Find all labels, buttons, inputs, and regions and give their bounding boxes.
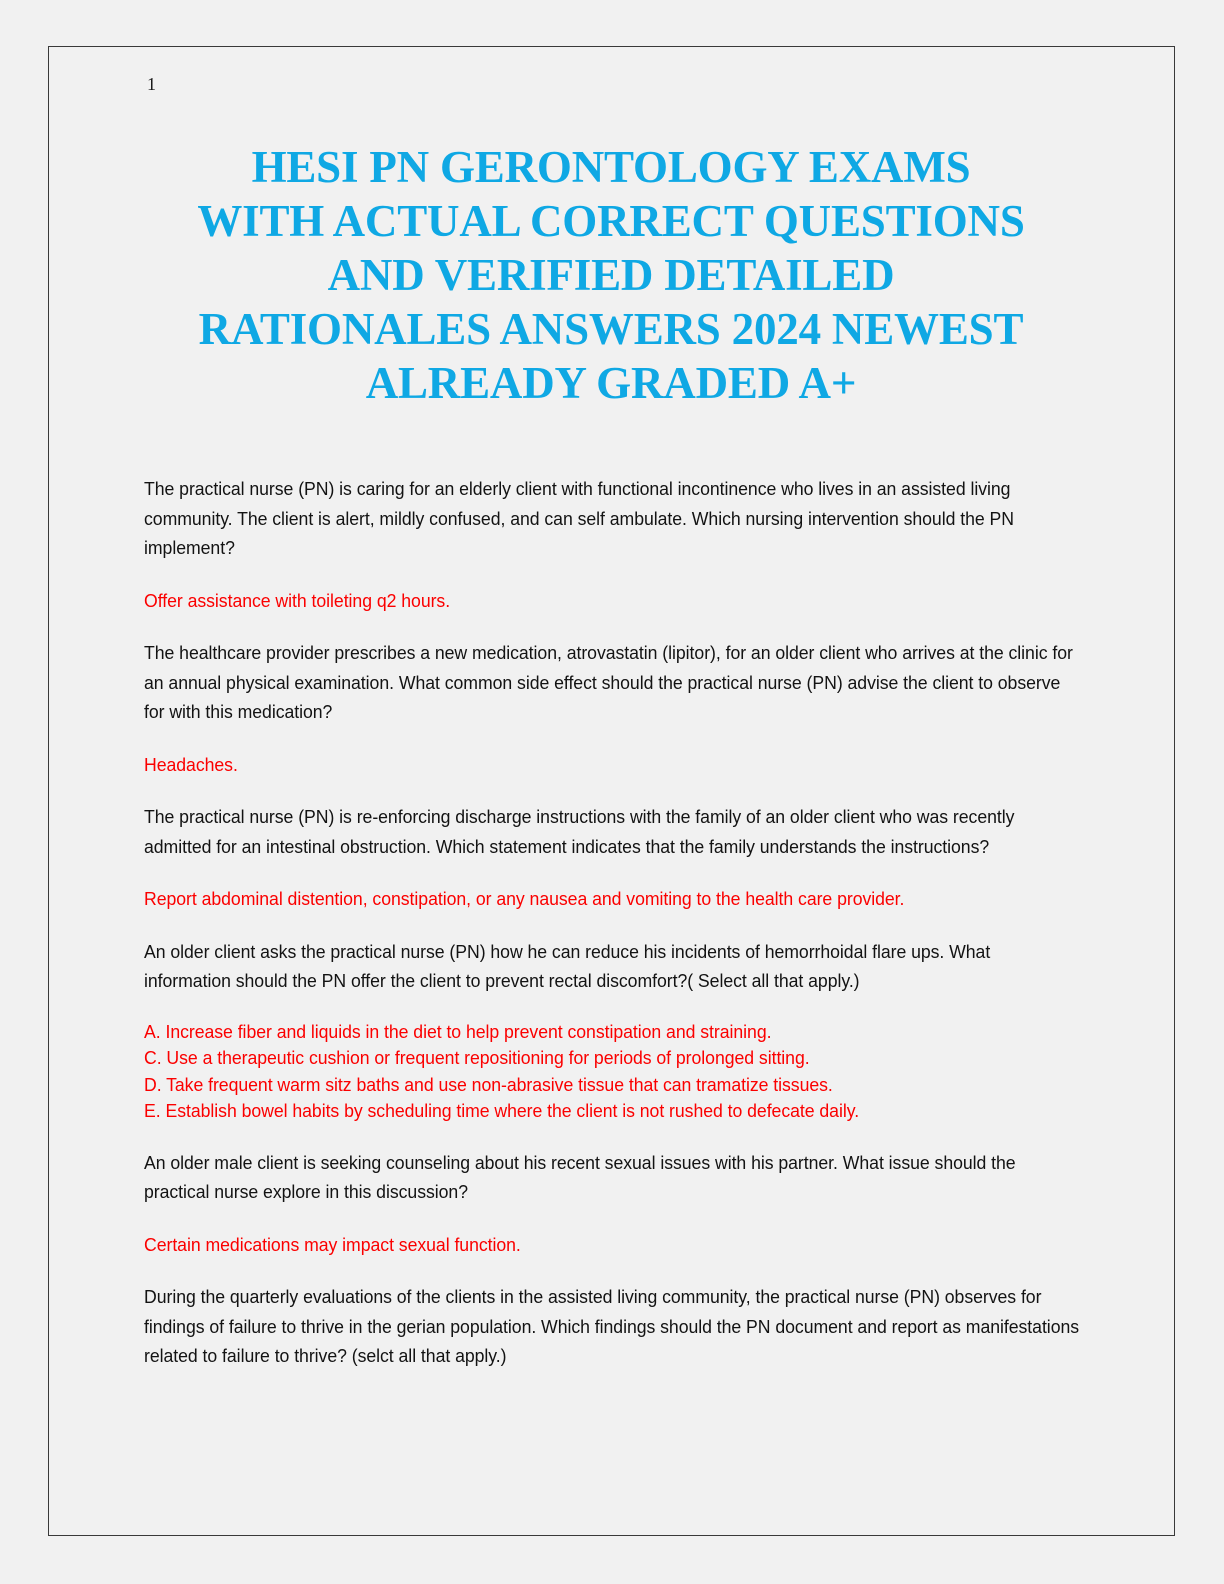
question-text: The practical nurse (PN) is caring for an elderly client with functional incontinence who lives in an assisted living community. The client is alert, mildly confused, and can self ambulate. Which nursing intervention should the PN implement?	[144, 478, 1014, 558]
question-text: The healthcare provider prescribes a new medication, atrovastatin (lipitor), for an older client who arrives at the clinic for an annual physical examination. What common side effect should the practical nurse (PN) advise the client to observe for with this medication?	[144, 642, 1073, 722]
answer-option: A. Increase fiber and liquids in the diet to help prevent constipation and straining.	[144, 1020, 772, 1042]
page-title	[95, 140, 1127, 410]
answer-text: Certain medications may impact sexual function.	[144, 1233, 521, 1255]
title-line-4: RATIONALES ANSWERS 2024 NEWEST	[198, 304, 1024, 354]
document-body	[144, 474, 1082, 1394]
question-text: An older male client is seeking counseling about his recent sexual issues with his partner. What issue should the practical nurse explore in this discussion?	[144, 1151, 1016, 1202]
answer-text: Report abdominal distention, constipation, or any nausea and vomiting to the health care provider.	[144, 888, 905, 909]
page-number: 1	[147, 74, 156, 94]
title-line-1: HESI PN GERONTOLOGY EXAMS	[251, 142, 971, 192]
question-text: An older client asks the practical nurse (PN) how he can reduce his incidents of hemorrhoidal flare ups. What information should the PN offer the client to prevent rectal discomfort?( Select all that apply.)	[144, 940, 991, 991]
answer-option: C. Use a therapeutic cushion or frequent repositioning for periods of prolonged sitting.	[144, 1047, 810, 1068]
title-line-3: AND VERIFIED DETAILED	[327, 250, 895, 300]
answer-text: Offer assistance with toileting q2 hours.	[144, 589, 451, 611]
title-line-5: ALREADY GRADED A+	[365, 358, 857, 408]
question-text: During the quarterly evaluations of the clients in the assisted living community, the practical nurse (PN) observes for findings of failure to thrive in the gerian population. Which findings should the PN document and report as manifestations related to failure to thrive? (selct all that apply.)	[144, 1286, 1080, 1366]
answer-option-list	[144, 1019, 1082, 1125]
document-page	[48, 46, 1175, 1536]
question-text: The practical nurse (PN) is re-enforcing discharge instructions with the family of an older client who was recently admitted for an intestinal obstruction. Which statement indicates that the family understands the instructions?	[144, 806, 1015, 857]
answer-text: Headaches.	[144, 753, 238, 775]
title-line-2: WITH ACTUAL CORRECT QUESTIONS	[197, 196, 1025, 246]
answer-option: D. Take frequent warm sitz baths and use non-abrasive tissue that can tramatize tissues.	[144, 1073, 833, 1095]
answer-option: E. Establish bowel habits by scheduling time where the client is not rushed to defecate daily.	[144, 1100, 860, 1121]
